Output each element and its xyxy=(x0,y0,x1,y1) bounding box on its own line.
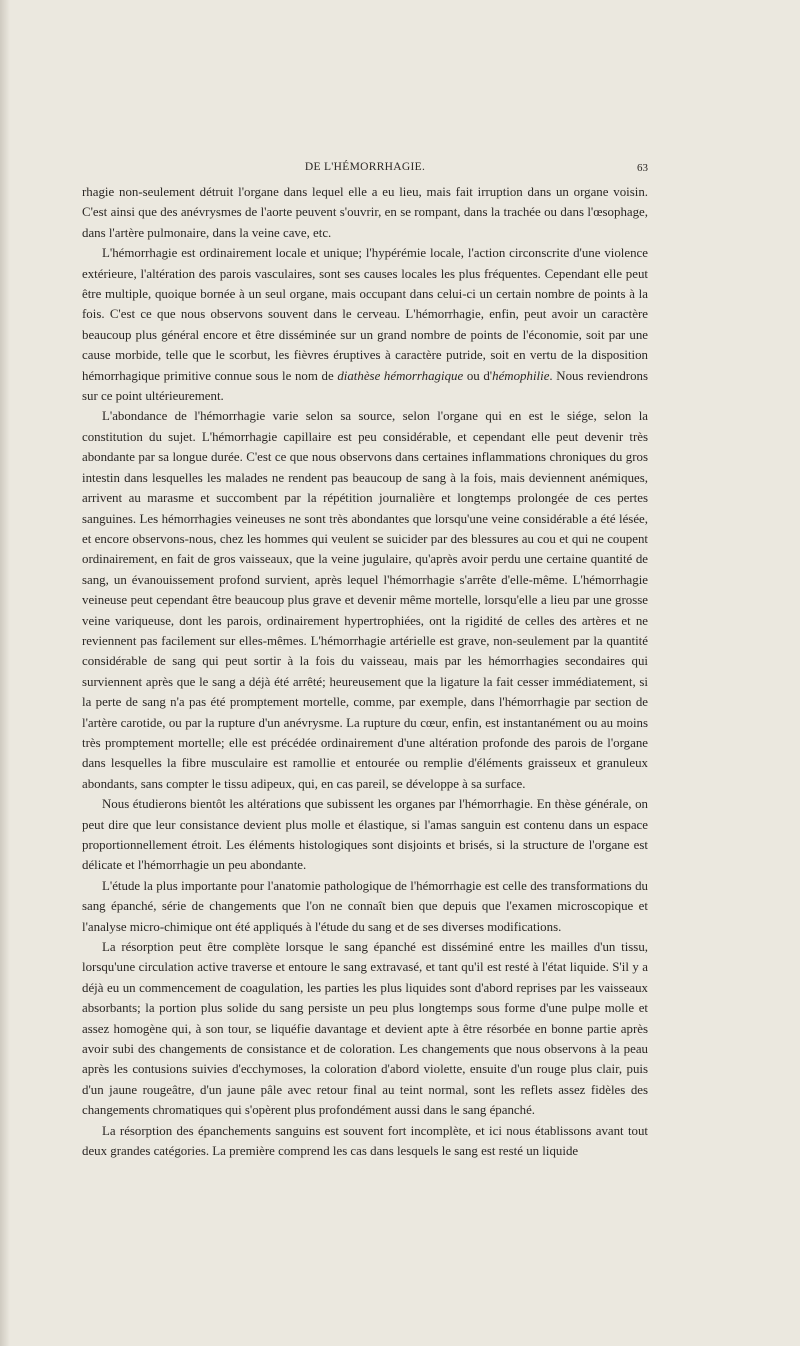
paragraph xyxy=(82,794,648,876)
paragraph-text: La résorption peut être complète lorsque le sang épanché est disséminé entre les mailles d'un tissu, lorsqu'une circulation active traverse et entoure le sang extravasé, et tant qu'il est resté à l'état liquide. S'il y a déjà eu un commencement de coagulation, les parties les plus liquides sont d'abord reprises par les vaisseaux absorbants; la portion plus solide du sang persiste un peu plus longtemps sous forme d'une pulpe molle et assez homogène qui, à son tour, se liquéfie davantage et devient apte à être résorbée en bonne partie après avoir subi des changements de consistance et de coloration. Les changements que nous observons à la peau après les contusions suivies d'ecchymoses, la coloration d'abord violette, ensuite d'un rouge plus clair, puis d'un jaune rougeâtre, d'un jaune pâle avec retour final au teint normal, sont les reflets assez fidèles des changements chromatiques qui s'opèrent plus profondément aussi dans le sang épanché. xyxy=(82,940,648,1118)
paragraph-text: L'abondance de l'hémorrhagie varie selon sa source, selon l'organe qui en est le siége, selon la constitution du sujet. L'hémorrhagie capillaire est peu considérable, et cependant elle peut devenir très abondante par sa longue durée. C'est ce que nous observons dans certaines inflammations chroniques du gros intestin dans lesquelles les malades ne rendent pas beaucoup de sang à la fois, mais deviennent anémiques, arrivent au marasme et succombent par la répétition journalière et longtemps prolongée de ces pertes sanguines. Les hémorrhagies veineuses ne sont très abondantes que lorsqu'une veine considérable a été lésée, et encore observons-nous, chez les hommes qui veulent se suicider par des blessures au cou et qui ne coupent ordinairement, en fait de gros vaisseaux, que la veine jugulaire, qu'après avoir perdu une certaine quantité de sang, un évanouissement profond survient, après lequel l'hémorrhagie s'arrête d'elle-même. L'hémorrhagie veineuse peut cependant être beaucoup plus grave et devenir même mortelle, lorsqu'elle a lieu par une grosse veine variqueuse, dont les parois, ordinairement hypertrophiées, ont la rigidité de celles des artères et ne reviennent pas facilement sur elles-mêmes. L'hémorrhagie artérielle est grave, non-seulement par la quantité considérable de sang qui peut sortir à la fois du vaisseau, mais par les hémorrhagies secondaires qui surviennent après que le sang a déjà été arrêté; heureusement que la ligature la fait cesser immédiatement, si la perte de sang n'a pas été promptement mortelle, comme, par exemple, dans l'hémorrhagie par section de l'artère carotide, ou par la rupture d'un anévrysme. La rupture du cœur, enfin, est instantanément ou au moins très promptement mortelle; elle est précédée ordinairement d'une altération profonde des parois de l'organe dans lesquelles la fibre musculaire est ramollie et entourée ou remplie d'éléments graisseux et granuleux abondants, sans compter le tissu adipeux, qui, en cas pareil, se développe à sa surface. xyxy=(82,409,648,791)
paragraph-text: L'étude la plus importante pour l'anatomie pathologique de l'hémorrhagie est celle des transformations du sang épanché, série de changements que l'on ne connaît bien que depuis que l'examen microscopique et l'analyse micro-chimique ont été appliqués à l'étude du sang et de ses diverses modifications. xyxy=(82,878,648,934)
page-header xyxy=(82,161,648,177)
paragraph-text: Nous étudierons bientôt les altérations que subissent les organes par l'hémorrhagie. En thèse générale, on peut dire que leur consistance devient plus molle et élastique, si l'amas sanguin est contenu dans un espace proportionnellement étroit. Les éléments histologiques sont disjoints et brisés, si la structure de l'organe est délicate et l'hémorrhagie un peu abondante. xyxy=(82,797,648,873)
paragraph-text: rhagie non-seulement détruit l'organe dans lequel elle a eu lieu, mais fait irruption dans un organe voisin. C'est ainsi que des anévrysmes de l'aorte peuvent s'ouvrir, en se rompant, dans la trachée ou dans l'œsophage, dans l'artère pulmonaire, dans la veine cave, etc. xyxy=(82,185,648,240)
paragraph xyxy=(82,1121,648,1162)
paragraph xyxy=(82,243,648,406)
italic-term: diathèse hémorrhagique xyxy=(337,368,464,383)
page-number: 63 xyxy=(637,162,648,174)
paragraph xyxy=(82,937,648,1121)
body-text xyxy=(82,182,648,1162)
paragraph-text: La résorption des épanchements sanguins est souvent fort incomplète, et ici nous établissons avant tout deux grandes catégories. La première comprend les cas dans lesquels le sang est resté un liquide xyxy=(82,1123,648,1159)
paragraph-text: . Nous reviendrons sur ce point ultérieurement. xyxy=(82,368,648,404)
paragraph xyxy=(82,876,648,937)
paragraph xyxy=(82,406,648,794)
paragraph-text: ou d' xyxy=(463,368,493,383)
paragraph xyxy=(82,182,648,243)
running-title: DE L'HÉMORRHAGIE. xyxy=(304,161,426,173)
italic-term: hémophilie xyxy=(492,368,550,383)
page-gutter-shadow xyxy=(0,0,10,1346)
paragraph-text: L'hémorrhagie est ordinairement locale et unique; l'hypérémie locale, l'action circonscrite d'une violence extérieure, l'altération des parois vasculaires, sont ses causes locales les plus fréquentes. Cependant elle peut être multiple, quoique bornée à un seul organe, mais occupant dans celui-ci un certain nombre de points à la fois. C'est ce que nous observons souvent dans le cerveau. L'hémorrhagie, enfin, peut avoir un caractère beaucoup plus général encore et être disséminée sur un grand nombre de points de l'économie, soit par une cause morbide, telle que le scorbut, les fièvres éruptives à caractère putride, soit en vertu de la disposition hémorrhagique primitive connue sous le nom de xyxy=(82,246,648,383)
